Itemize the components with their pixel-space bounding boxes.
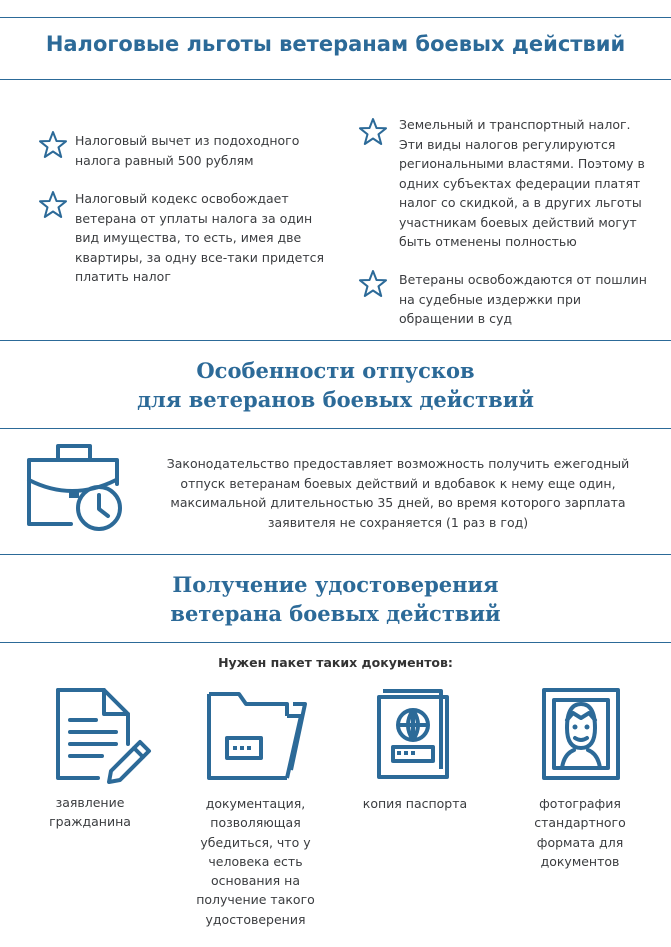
star-icon	[358, 117, 388, 147]
folder-documents-icon	[205, 690, 310, 782]
documents-subtitle: Нужен пакет таких документов:	[218, 655, 453, 670]
certificate-title: Получение удостоверения ветерана боевых действий	[170, 572, 501, 626]
doc-label-documentation: документация, позволяющая убедиться, что у человека есть основания на получение такого удостоверения	[196, 796, 315, 927]
divider-certificate-bottom-title	[0, 642, 671, 643]
vacation-title: Особенности отпусков для ветеранов боевых действий	[137, 358, 534, 412]
tax-item-property: Налоговый кодекс освобождает ветерана от уплаты налога за один вид имущества, то есть, имея две квартиры, за одну все-таки придется платить налог	[75, 191, 325, 284]
star-icon	[38, 130, 68, 160]
doc-label-photo: фотография стандартного формата для документов	[534, 796, 626, 869]
doc-label-application: заявление гражданина	[49, 795, 131, 830]
briefcase-clock-icon	[24, 440, 124, 535]
tax-item-deduction: Налоговый вычет из подоходного налога равный 500 рублям	[75, 133, 300, 168]
doc-label-passport: копия паспорта	[362, 796, 468, 811]
photo-portrait-icon	[540, 686, 624, 782]
divider-certificate-top	[0, 554, 671, 555]
divider-top	[0, 17, 671, 18]
star-icon	[358, 269, 388, 299]
tax-benefits-title: Налоговые льготы ветеранам боевых действий	[45, 32, 626, 56]
vacation-description: Законодательство предоставляет возможность получить ежегодный отпуск ветеранам боевых действий и вдобавок к нему еще один, максимальной длительностью 35 дней, во время которого зарплата заявителя не сохраняется (1 раз в год)	[166, 456, 630, 530]
passport-icon	[375, 687, 457, 782]
divider-tax-bottom-title	[0, 79, 671, 80]
divider-vacation-top	[0, 340, 671, 341]
application-pen-icon	[54, 686, 154, 784]
tax-item-court-fees: Ветераны освобождаются от пошлин на судебные издержки при обращении в суд	[399, 272, 647, 326]
star-icon	[38, 190, 68, 220]
divider-vacation-bottom-title	[0, 428, 671, 429]
tax-item-land-transport: Земельный и транспортный налог. Эти виды налогов регулируются региональными властями. Поэтому в одних субъектах федерации платят налог со скидкой, а в других льготы участникам боевых действий могут быть отменены полностью	[399, 117, 645, 249]
